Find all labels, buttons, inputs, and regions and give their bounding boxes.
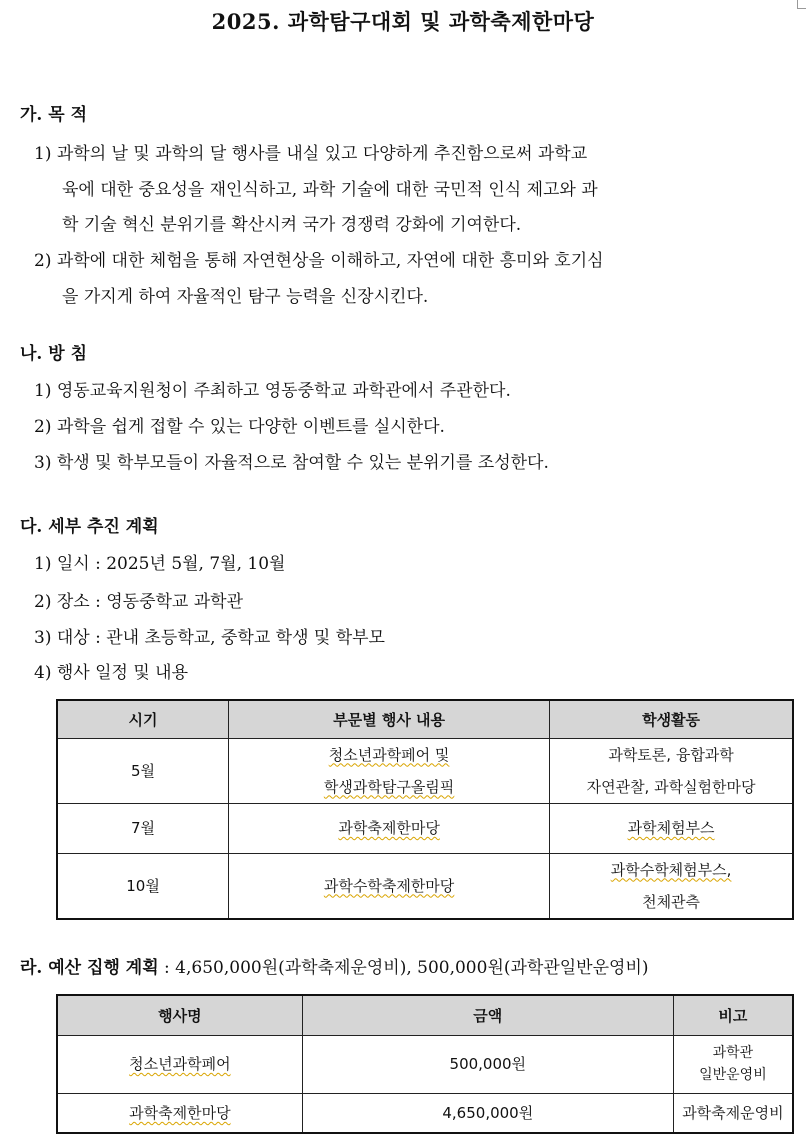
table-row (57, 1035, 793, 1093)
amount-cell: 500,000원 (302, 1035, 673, 1093)
content-cell (229, 803, 550, 853)
section-da-line: 4) 행사 일정 및 내용 (34, 663, 189, 683)
content-cell (229, 738, 550, 803)
activity-cell (550, 803, 793, 853)
section-ga-line: 학 기술 혁신 분위기를 확산시켜 국가 경쟁력 강화에 기여한다. (62, 215, 522, 235)
section-da-line: 2) 장소 : 영동중학교 과학관 (34, 592, 244, 612)
section-na-line: 2) 과학을 쉽게 접할 수 있는 다양한 이벤트를 실시한다. (34, 417, 445, 437)
activity-line: 과학체험부스 (627, 819, 715, 837)
table-row (57, 803, 793, 853)
section-na-line: 1) 영동교육지원청이 주최하고 영동중학교 과학관에서 주관한다. (34, 381, 511, 401)
content-line: 과학축제한마당 (338, 819, 440, 837)
period-cell: 5월 (57, 738, 229, 803)
section-ra-text: : 4,650,000원(과학축제운영비), 500,000원(과학관일반운영비) (158, 958, 649, 978)
section-ga-line: 1) 과학의 날 및 과학의 달 행사를 내실 있고 다양하게 추진함으로써 과학교 (34, 144, 588, 164)
section-ra (20, 953, 649, 978)
activity-line: 자연관찰, 과학실험한마당 (586, 777, 756, 796)
section-ga-line: 을 가지게 하여 자율적인 탐구 능력을 신장시킨다. (62, 287, 429, 307)
activity-line: 과학수학체험부스, (610, 860, 732, 879)
table-header-row (57, 995, 793, 1035)
activity-line: 과학토론, 융합과학 (608, 745, 734, 764)
section-da-line: 3) 대상 : 관내 초등학교, 중학교 학생 및 학부모 (34, 628, 385, 648)
table-row (57, 738, 793, 803)
content-line: 학생과학탐구올림픽 (323, 777, 455, 796)
event-name-cell (57, 1093, 302, 1133)
column-header: 시기 (57, 700, 229, 738)
document-title: 2025. 과학탐구대회 및 과학축제한마당 (211, 9, 595, 34)
event-name: 과학축제한마당 (129, 1103, 231, 1122)
note-cell: 과학축제운영비 (673, 1093, 793, 1133)
column-header: 행사명 (57, 995, 302, 1035)
column-header: 금액 (302, 995, 673, 1035)
column-header: 부문별 행사 내용 (229, 700, 550, 738)
amount-cell: 4,650,000원 (302, 1093, 673, 1133)
note-line: 과학관 (712, 1045, 754, 1061)
column-header: 비고 (673, 995, 793, 1035)
event-name-cell (57, 1035, 302, 1093)
period-cell: 7월 (57, 803, 229, 853)
event-name: 청소년과학페어 (129, 1055, 231, 1073)
schedule-table (56, 699, 794, 920)
activity-line: 천체관측 (642, 892, 701, 911)
section-ga-heading: 가. 목 적 (20, 105, 88, 125)
table-row (57, 1093, 793, 1133)
period-cell: 10월 (57, 853, 229, 919)
section-ga-line: 육에 대한 중요성을 재인식하고, 과학 기술에 대한 국민적 인식 제고와 과 (62, 180, 598, 200)
section-ga-line: 2) 과학에 대한 체험을 통해 자연현상을 이해하고, 자연에 대한 흥미와 호기심 (34, 251, 604, 271)
note-cell (673, 1035, 793, 1093)
section-da-line: 1) 일시 : 2025년 5월, 7월, 10월 (34, 554, 286, 574)
section-ra-heading: 라. 예산 집행 계획 (20, 958, 159, 978)
content-line: 과학수학축제한마당 (323, 876, 455, 895)
table-header-row (57, 700, 793, 738)
content-cell (229, 853, 550, 919)
content-line: 청소년과학페어 및 (328, 745, 450, 764)
table-row (57, 853, 793, 919)
section-na-line: 3) 학생 및 학부모들이 자율적으로 참여할 수 있는 분위기를 조성한다. (34, 453, 549, 473)
section-da-heading: 다. 세부 추진 계획 (20, 517, 159, 537)
section-na-heading: 나. 방 침 (20, 344, 88, 364)
column-header: 학생활동 (550, 700, 793, 738)
note-line: 일반운영비 (699, 1067, 767, 1083)
budget-table (56, 994, 794, 1134)
activity-cell (550, 738, 793, 803)
activity-cell (550, 853, 793, 919)
